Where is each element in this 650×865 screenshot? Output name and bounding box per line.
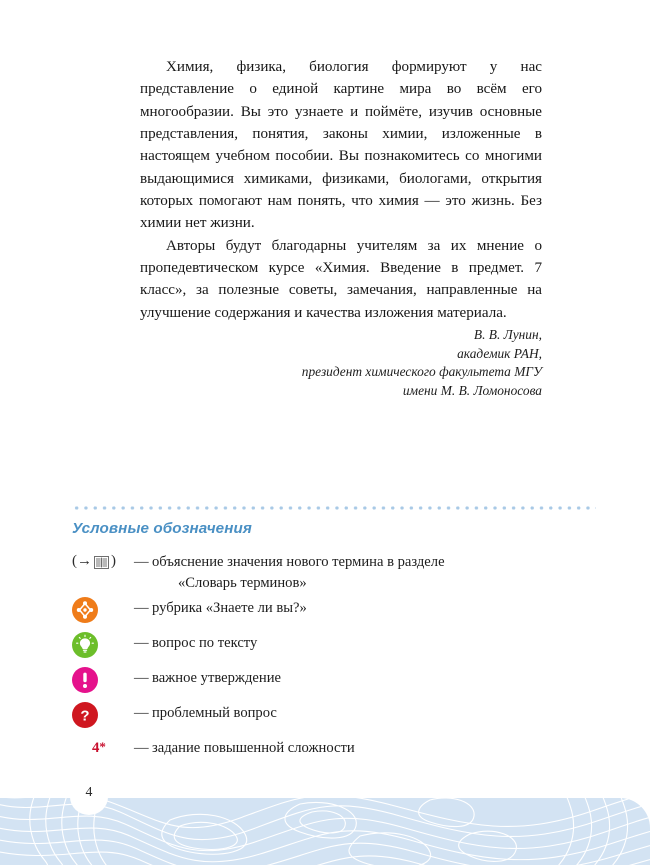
legend-marker-book <box>72 550 134 571</box>
dotted-divider <box>72 506 596 510</box>
body-text-block <box>140 56 542 324</box>
exclamation-icon <box>72 667 98 693</box>
list-item <box>72 666 596 701</box>
molecule-icon <box>72 597 98 623</box>
legend-item-text: рубрика «Знаете ли вы?» <box>152 600 307 616</box>
legend-item-text: вопрос по тексту <box>152 635 258 651</box>
advanced-task-marker <box>72 737 106 758</box>
legend-item-text: важное утверждение <box>152 670 282 686</box>
arrow-paren-left: (→ <box>72 553 92 569</box>
legend-item-label <box>152 701 277 724</box>
legend-dash: — <box>134 740 149 756</box>
legend-item-label <box>152 666 281 689</box>
list-item <box>72 596 596 631</box>
signature-line-title: академик РАН, <box>457 345 542 361</box>
signature-line-institution: имени М. В. Ломоносова <box>402 382 542 398</box>
legend-item-label <box>152 736 355 759</box>
legend-item-label <box>152 550 445 593</box>
book-arrow-marker <box>72 551 116 571</box>
legend-marker-exclamation <box>72 666 134 693</box>
arrow-paren-right: ) <box>111 553 116 569</box>
list-item <box>72 631 596 666</box>
legend-dash: — <box>134 705 149 721</box>
signature-line-position: президент химического факультета МГУ <box>301 364 542 380</box>
question-icon <box>72 702 98 728</box>
legend-item-text: проблемный вопрос <box>152 705 277 721</box>
legend-marker-molecule <box>72 596 134 623</box>
legend-item-label <box>152 631 257 654</box>
advanced-task-number: 4 <box>92 740 100 756</box>
list-item <box>72 550 596 596</box>
legend-item-text: задание повышенной сложности <box>152 740 355 756</box>
list-item <box>72 736 596 771</box>
legend-marker-number <box>72 736 134 758</box>
page-number: 4 <box>85 784 93 799</box>
svg-text:?: ? <box>80 707 90 725</box>
legend-item-label <box>152 596 307 619</box>
legend-list <box>72 550 596 771</box>
advanced-task-star: * <box>99 739 106 754</box>
signature-line-name: В. В. Лунин, <box>473 327 542 342</box>
paragraph-1: Химия, физика, биология формируют у нас представление о единой картине мира во всём его многообразии. Вы это узнаете и поймёте, изучив основные представления, понятия, законы химии, изложенные в настоящем учебном пособии. Вы познакомитесь со многими выдающимися химиками, физиками, биологами, открытия которых помогают нам понять, что химия — это жизнь. Без химии нет жизни. <box>140 59 542 232</box>
legend-marker-lightbulb <box>72 631 134 658</box>
legend-item-text-second-line: «Словарь терминов» <box>178 574 307 591</box>
legend-dash: — <box>134 554 149 570</box>
lightbulb-icon <box>72 632 98 658</box>
legend-marker-question <box>72 701 134 728</box>
legend-dash: — <box>134 635 149 651</box>
legend-title: Условные обозначения <box>72 520 252 537</box>
paragraph-2: Авторы будут благодарны учителям за их мнение о пропедевтическом курсе «Химия. Введение в предмет. 7 класс», за полезные советы, замечания, направленные на улучшение содержания и качества изложения материала. <box>140 237 542 321</box>
list-item <box>72 701 596 736</box>
legend-dash: — <box>134 670 149 686</box>
legend-section <box>72 506 596 771</box>
open-book-icon <box>94 555 109 568</box>
legend-dash: — <box>134 600 149 616</box>
signature-block <box>240 326 542 400</box>
legend-item-text: объяснение значения нового термина в разделе <box>152 554 445 570</box>
